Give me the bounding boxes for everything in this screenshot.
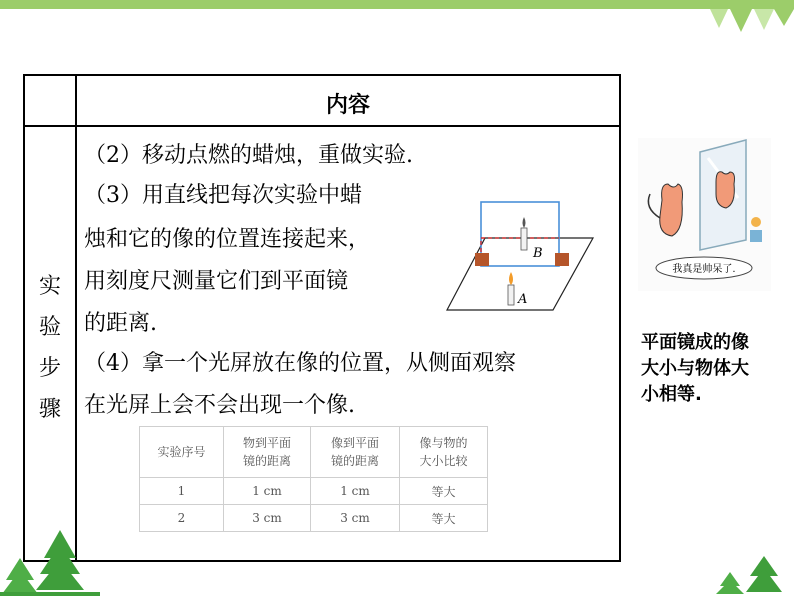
tree-group-right: [714, 552, 794, 596]
table-cell: 1: [140, 478, 224, 505]
step-line: （4）拿一个光屏放在像的位置，从侧面观察: [84, 351, 516, 376]
cat-character-icon: [660, 184, 683, 236]
ground-strip: [0, 592, 100, 596]
left-support: [475, 253, 489, 266]
step-line: （2）移动点燃的蜡烛，重做实验.: [84, 143, 413, 168]
tree-icon: [2, 570, 38, 594]
table-header-cell: 物到平面 镜的距离: [224, 427, 311, 478]
table-header-cell: 像到平面 镜的距离: [311, 427, 400, 478]
row-label-experiment-steps: [25, 266, 75, 430]
caption-line: 小相等.: [641, 384, 702, 405]
candle-a: [508, 285, 514, 305]
header-divider: [25, 125, 619, 127]
table-row: [140, 478, 488, 505]
table-cell: 等大: [400, 478, 488, 505]
row-label-char: 实: [38, 274, 61, 299]
step-line: 烛和它的像的位置连接起来，: [84, 227, 371, 252]
table-cell: 等大: [400, 505, 488, 532]
table-header-cell: 像与物的 大小比较: [400, 427, 488, 478]
cartoon-drawing: [638, 138, 771, 291]
table-cell: 1 cm: [224, 478, 311, 505]
column-divider: [75, 76, 77, 560]
caption-line: 平面镜成的像: [641, 332, 749, 353]
cat-tail-icon: [648, 194, 660, 218]
candle-b: [521, 228, 527, 250]
row-label-char: 步: [38, 356, 61, 381]
label-a: A: [518, 292, 528, 307]
flower-pot-icon: [750, 230, 762, 242]
table-row: [140, 505, 488, 532]
flower-icon: [751, 217, 761, 227]
table-header-row: [140, 427, 488, 478]
conclusion-caption: [641, 330, 791, 408]
step-line: 用刻度尺测量它们到平面镜: [84, 269, 349, 294]
tree-icon: [746, 568, 782, 592]
top-triangles-decoration: [690, 0, 794, 40]
experiment-data-table: [139, 426, 488, 532]
column-title: 内容: [325, 93, 370, 118]
row-label-char: 验: [38, 315, 61, 340]
table-cell: 3 cm: [311, 505, 400, 532]
mirror-experiment-diagram: [445, 195, 605, 315]
step-line: （3）用直线把每次实验中蜡: [84, 183, 362, 208]
mirror-cartoon-illustration: [638, 138, 771, 291]
step-line: 的距离.: [84, 311, 157, 336]
tree-icon: [716, 580, 744, 594]
step-line: 在光屏上会不会出现一个像.: [84, 393, 355, 418]
top-green-bar: [0, 0, 794, 9]
caption-line: 大小与物体大: [641, 358, 749, 379]
tree-icon: [36, 560, 84, 590]
table-cell: 1 cm: [311, 478, 400, 505]
label-b: B: [533, 246, 543, 261]
speech-text: 我真是帅呆了.: [672, 264, 736, 275]
candle-b-flame: [523, 217, 526, 228]
right-support: [555, 253, 569, 266]
row-label-char: 骤: [38, 397, 61, 422]
cat-reflection-icon: [716, 172, 735, 208]
table-cell: 3 cm: [224, 505, 311, 532]
tree-group-left: [0, 528, 100, 596]
table-header-cell: 实验序号: [140, 427, 224, 478]
table-cell: 2: [140, 505, 224, 532]
